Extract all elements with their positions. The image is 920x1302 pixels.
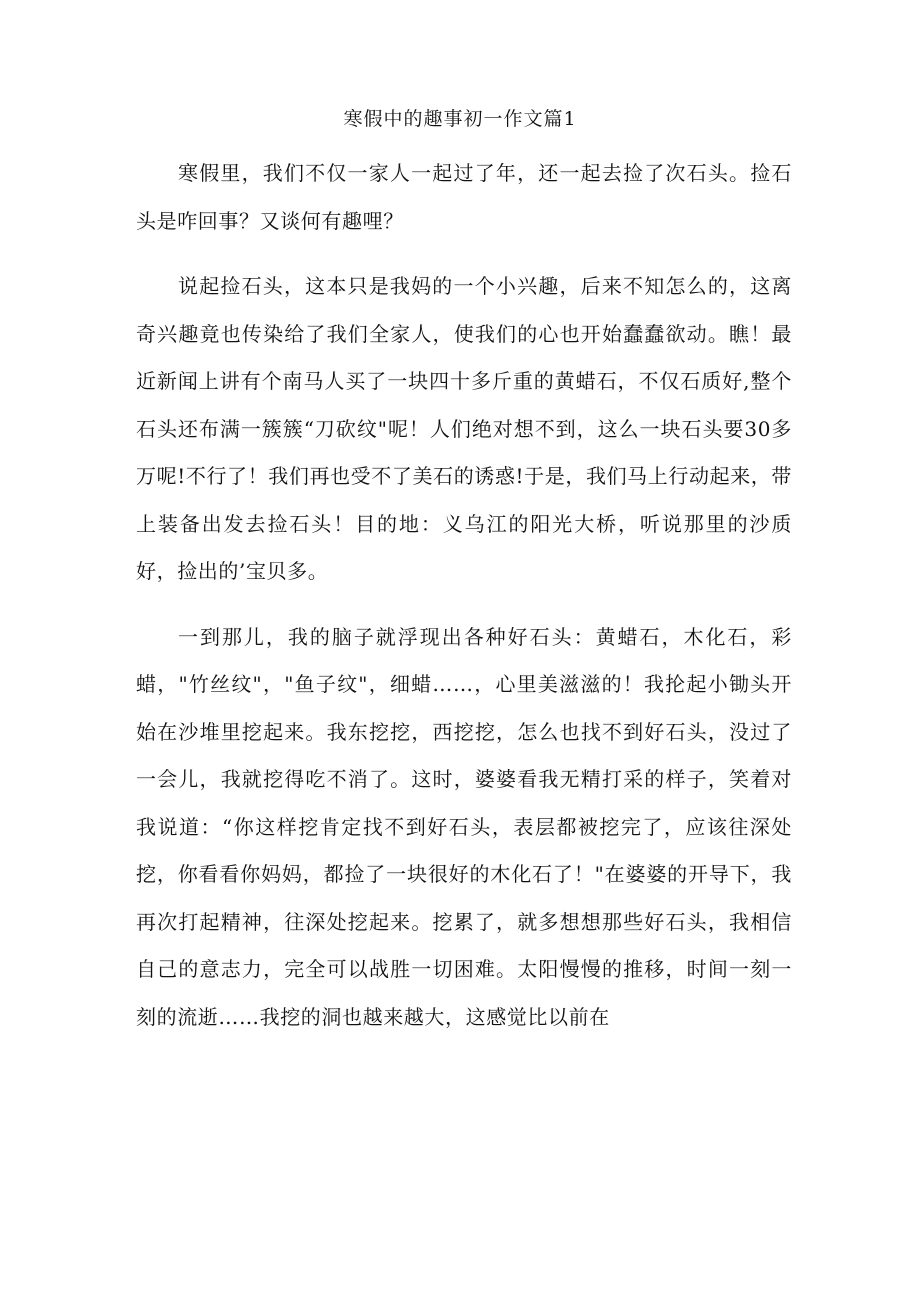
document-title: 寒假中的趣事初一作文篇1 [343,108,577,130]
paragraph-2: 说起捡石头，这本只是我妈的一个小兴趣，后来不知怎么的，这离奇兴趣竟也传染给了我们全家人，使我们的心也开始蠢蠢欲动。瞧！最近新闻上讲有个南马人买了一块四十多斤重的黄蜡石，不仅石质好,整个石头还布满一簇簇“刀砍纹"呢！人们绝对想不到，这么一块石头要30多万呢!不行了！我们再也受不了美石的诱惑!于是，我们马上行动起来，带上装备出发去捡石头！目的地：义乌江的阳光大桥，听说那里的沙质好，捡出的’宝贝多。 [136,274,792,583]
document-body [136,150,792,1059]
paragraph-3: 一到那儿，我的脑子就浮现出各种好石头：黄蜡石，木化石，彩蜡，"竹丝纹"，"鱼子纹"，细蜡……，心里美滋滋的！我抡起小锄头开始在沙堆里挖起来。我东挖挖，西挖挖，怎么也找不到好石头，没过了一会儿，我就挖得吃不消了。这时，婆婆看我无精打采的样子，笑着对我说道：“你这样挖肯定找不到好石头，表层都被挖完了，应该往深处挖，你看看你妈妈，都捡了一块很好的木化石了！"在婆婆的开导下，我再次打起精神，往深处挖起来。挖累了，就多想想那些好石头，我相信自己的意志力，完全可以战胜一切困难。太阳慢慢的推移，时间一刻一刻的流逝……我挖的洞也越来越大，这感觉比以前在 [136,624,792,1029]
paragraph-1: 寒假里，我们不仅一家人一起过了年，还一起去捡了次石头。捡石头是咋回事？又谈何有趣哩？ [136,161,792,233]
